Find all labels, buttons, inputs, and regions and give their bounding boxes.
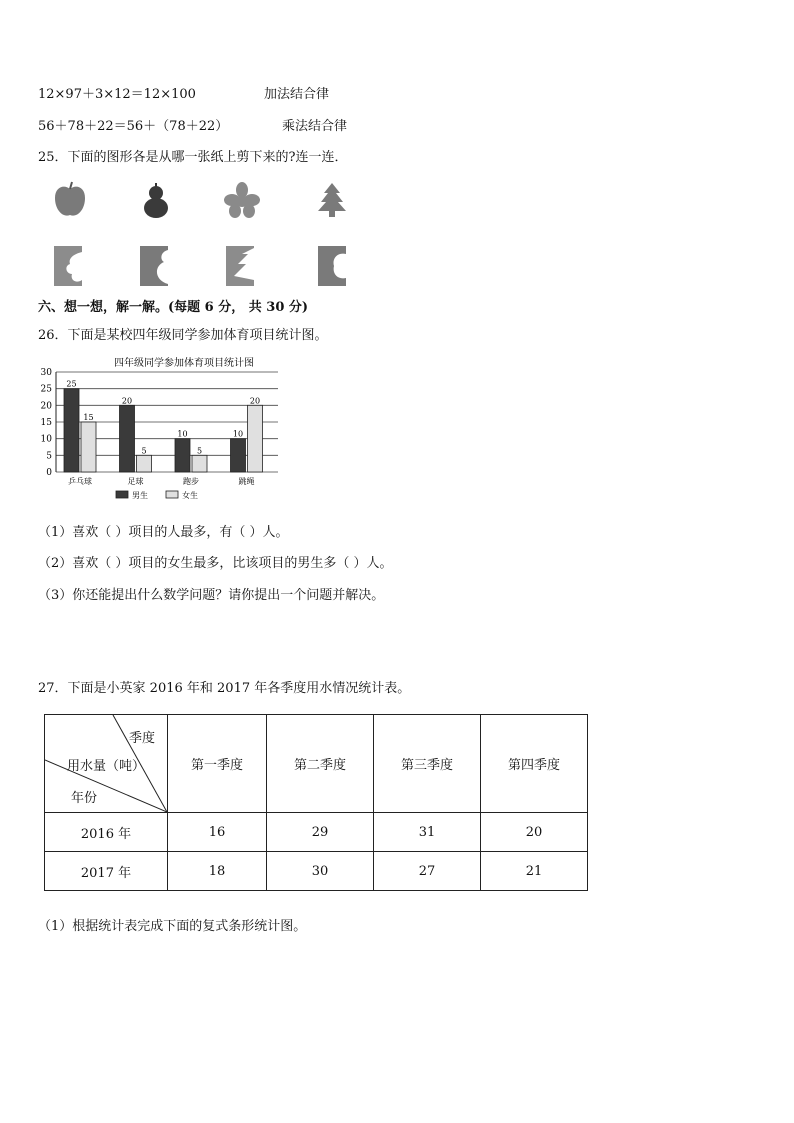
bar-女生: [81, 422, 96, 472]
column-header: 第一季度: [168, 715, 267, 813]
bar-男生: [231, 439, 246, 472]
bar-男生: [120, 405, 135, 472]
bar-data-label: 5: [196, 446, 203, 456]
q26-sub1: （1）喜欢（ ）项目的人最多，有（ ）人。: [38, 525, 289, 540]
row-year: 2017 年: [45, 852, 168, 891]
table-cell: 20: [481, 813, 588, 852]
legend-swatch: [166, 491, 178, 498]
diag-label-quarter: 季度: [129, 731, 156, 746]
y-tick-label: 25: [40, 384, 52, 395]
table-cell: 29: [267, 813, 374, 852]
q27-sub1: （1）根据统计表完成下面的复式条形统计图。: [38, 919, 307, 934]
x-tick-label: 跳绳: [238, 477, 255, 486]
x-tick-label: 跑步: [183, 477, 199, 486]
table-cell: 18: [168, 852, 267, 891]
gourd-shape-icon: [136, 180, 176, 220]
chart-title: 四年级同学参加体育项目统计图: [114, 358, 254, 369]
paper-apple-cut-icon: [316, 244, 348, 288]
bar-data-label: 5: [141, 446, 147, 456]
bar-data-label: 10: [232, 429, 244, 439]
tree-shape-icon: [312, 180, 352, 220]
apple-shape-icon: [50, 180, 90, 220]
bar-男生: [175, 439, 190, 472]
flower-shape-icon: [222, 180, 262, 220]
equation-1: 12×97＋3×12＝12×100: [38, 87, 196, 102]
legend-label: 女生: [182, 491, 198, 500]
table-cell: 27: [374, 852, 481, 891]
q26-title: 26．下面是某校四年级同学参加体育项目统计图。: [38, 328, 328, 343]
q26-sub2: （2）喜欢（ ）项目的女生最多，比该项目的男生多（ ）人。: [38, 556, 393, 571]
paper-flower-cut-icon: [52, 244, 84, 288]
water-usage-table: [44, 714, 588, 891]
bar-data-label: 20: [121, 396, 133, 406]
bar-男生: [64, 389, 79, 472]
bar-data-label: 25: [66, 379, 77, 389]
y-tick-label: 15: [40, 418, 52, 428]
paper-gourd-cut-icon: [138, 244, 170, 288]
legend-swatch: [116, 491, 128, 498]
bar-女生: [248, 405, 263, 472]
table-cell: 30: [267, 852, 374, 891]
y-tick-label: 30: [40, 368, 52, 378]
equation-2: 56＋78＋22＝56＋（78＋22）: [38, 119, 229, 134]
diag-label-usage: 用水量（吨）: [67, 759, 146, 774]
section6-title: 六、想一想，解一解。(每题 6 分， 共 30 分): [38, 300, 309, 315]
y-tick-label: 0: [46, 468, 52, 478]
bar-data-label: 10: [177, 429, 188, 439]
bar-女生: [192, 455, 207, 472]
table-row: [45, 852, 588, 891]
diagonal-header-cell: [45, 715, 168, 813]
y-tick-label: 5: [46, 451, 52, 462]
table-cell: 31: [374, 813, 481, 852]
q25-title: 25．下面的图形各是从哪一张纸上剪下来的?连一连．: [38, 150, 348, 165]
table-cell: 16: [168, 813, 267, 852]
table-row: [45, 813, 588, 852]
q27-title: 27．下面是小英家 2016 年和 2017 年各季度用水情况统计表。: [38, 681, 411, 696]
column-header: 第三季度: [374, 715, 481, 813]
law-label-1: 加法结合律: [264, 87, 330, 102]
x-tick-label: 乒乓球: [68, 477, 92, 486]
column-header: 第二季度: [267, 715, 374, 813]
paper-tree-cut-icon: [224, 244, 256, 288]
legend-label: 男生: [132, 491, 148, 500]
x-tick-label: 足球: [127, 477, 144, 486]
y-tick-label: 10: [40, 434, 52, 445]
q26-sub3: （3）你还能提出什么数学问题？请你提出一个问题并解决。: [38, 588, 385, 603]
sports-bar-chart: [36, 352, 286, 504]
bar-女生: [137, 455, 152, 472]
table-header-row: [45, 715, 588, 813]
y-tick-label: 20: [40, 401, 52, 412]
bar-data-label: 15: [83, 413, 94, 422]
column-header: 第四季度: [481, 715, 588, 813]
diag-label-year: 年份: [71, 791, 98, 806]
law-label-2: 乘法结合律: [282, 119, 348, 134]
table-cell: 21: [481, 852, 588, 891]
bar-data-label: 20: [249, 396, 261, 406]
row-year: 2016 年: [45, 813, 168, 852]
